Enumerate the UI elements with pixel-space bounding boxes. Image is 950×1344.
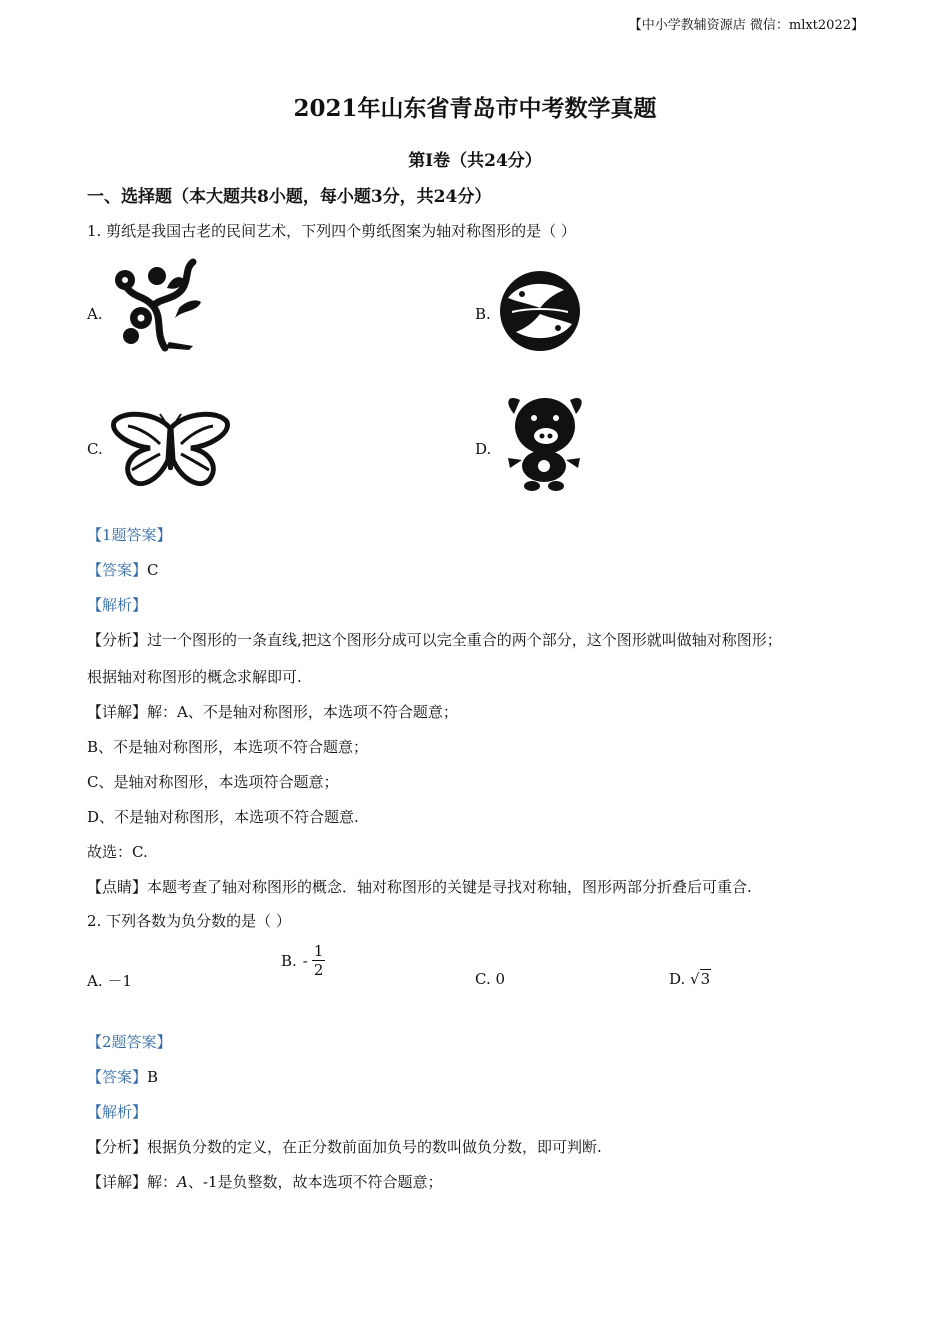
answer-tag: 【答案】 [87, 1068, 148, 1086]
plum-blossom-papercut-icon [105, 258, 210, 353]
fraction-denominator: 2 [313, 961, 324, 979]
q2-answer-heading: 【2题答案】 [87, 1033, 172, 1051]
q2-analysis [87, 1136, 602, 1157]
q1-option-b-label: B. [475, 305, 491, 323]
analysis-tag: 【分析】 [87, 631, 148, 649]
q2-option-d-label: D. [669, 970, 686, 988]
q1-option-a-label: A. [87, 305, 103, 323]
radical-sign: √ [690, 970, 700, 988]
pig-papercut-icon [500, 392, 590, 494]
q1-detail-2: B、不是轴对称图形，本选项不符合题意； [87, 738, 369, 756]
q2-answer [87, 1066, 158, 1087]
answer-value: B [147, 1068, 159, 1086]
detail-variable: A [177, 1173, 188, 1191]
q1-answer [87, 559, 159, 580]
q2-analysis-heading: 【解析】 [87, 1103, 148, 1121]
section-heading: 一、选择题（本大题共8小题，每小题3分，共24分） [87, 187, 492, 207]
q1-choice: 故选：C. [87, 843, 148, 861]
fraction-numerator: 1 [313, 942, 324, 960]
q1-answer-heading: 【1题答案】 [87, 526, 172, 544]
square-root [690, 970, 711, 988]
q1-comment [87, 876, 752, 897]
page-title: 2021年山东省青岛市中考数学真题 [293, 95, 657, 122]
detail-text: 解：A、不是轴对称图形，本选项不符合题意； [147, 703, 458, 721]
q1-detail-3: C、是轴对称图形，本选项符合题意； [87, 773, 339, 791]
q1-detail-1 [87, 701, 458, 722]
q1-analysis-1 [87, 629, 782, 650]
detail-tag: 【详解】 [87, 1173, 148, 1191]
q2-option-a: A. －1 [87, 972, 132, 990]
q2-option-b [281, 942, 325, 979]
answer-value: C [147, 561, 159, 579]
analysis-tag: 【分析】 [87, 1138, 148, 1156]
q1-analysis-heading: 【解析】 [87, 596, 148, 614]
q1-option-c-label: C. [87, 440, 103, 458]
header-note: 【中小学教辅资源店 微信：mlxt2022】 [628, 18, 864, 33]
analysis-text: 过一个图形的一条直线,把这个图形分成可以完全重合的两个部分，这个图形就叫做轴对称图形； [147, 631, 782, 649]
answer-tag: 【答案】 [87, 561, 148, 579]
volume-subtitle: 第Ⅰ卷（共24分） [408, 151, 542, 171]
q1-stem: 1. 剪纸是我国古老的民间艺术，下列四个剪纸图案为轴对称图形的是（ ） [87, 222, 576, 240]
comment-text: 本题考查了轴对称图形的概念．轴对称图形的关键是寻找对称轴，图形两部分折叠后可重合. [147, 878, 752, 896]
comment-tag: 【点睛】 [87, 878, 148, 896]
analysis-text: 根据负分数的定义，在正分数前面加负号的数叫做负分数，即可判断. [147, 1138, 602, 1156]
fraction [312, 942, 326, 979]
minus-sign: - [302, 951, 308, 970]
q2-stem: 2. 下列各数为负分数的是（ ） [87, 912, 291, 930]
detail-text: 、-1是负整数，故本选项不符合题意； [187, 1173, 443, 1191]
q1-option-d-label: D. [475, 440, 492, 458]
q1-analysis-2: 根据轴对称图形的概念求解即可. [87, 668, 302, 686]
detail-prefix: 解： [147, 1173, 178, 1191]
q2-detail [87, 1171, 443, 1192]
butterfly-papercut-icon [108, 408, 233, 493]
double-fish-papercut-icon [498, 268, 582, 354]
detail-tag: 【详解】 [87, 703, 148, 721]
q2-option-c: C. 0 [475, 970, 506, 988]
q1-detail-4: D、不是轴对称图形，本选项不符合题意. [87, 808, 359, 826]
radicand: 3 [700, 970, 711, 988]
q2-option-b-label: B. [281, 951, 297, 970]
q2-option-d [669, 970, 711, 988]
